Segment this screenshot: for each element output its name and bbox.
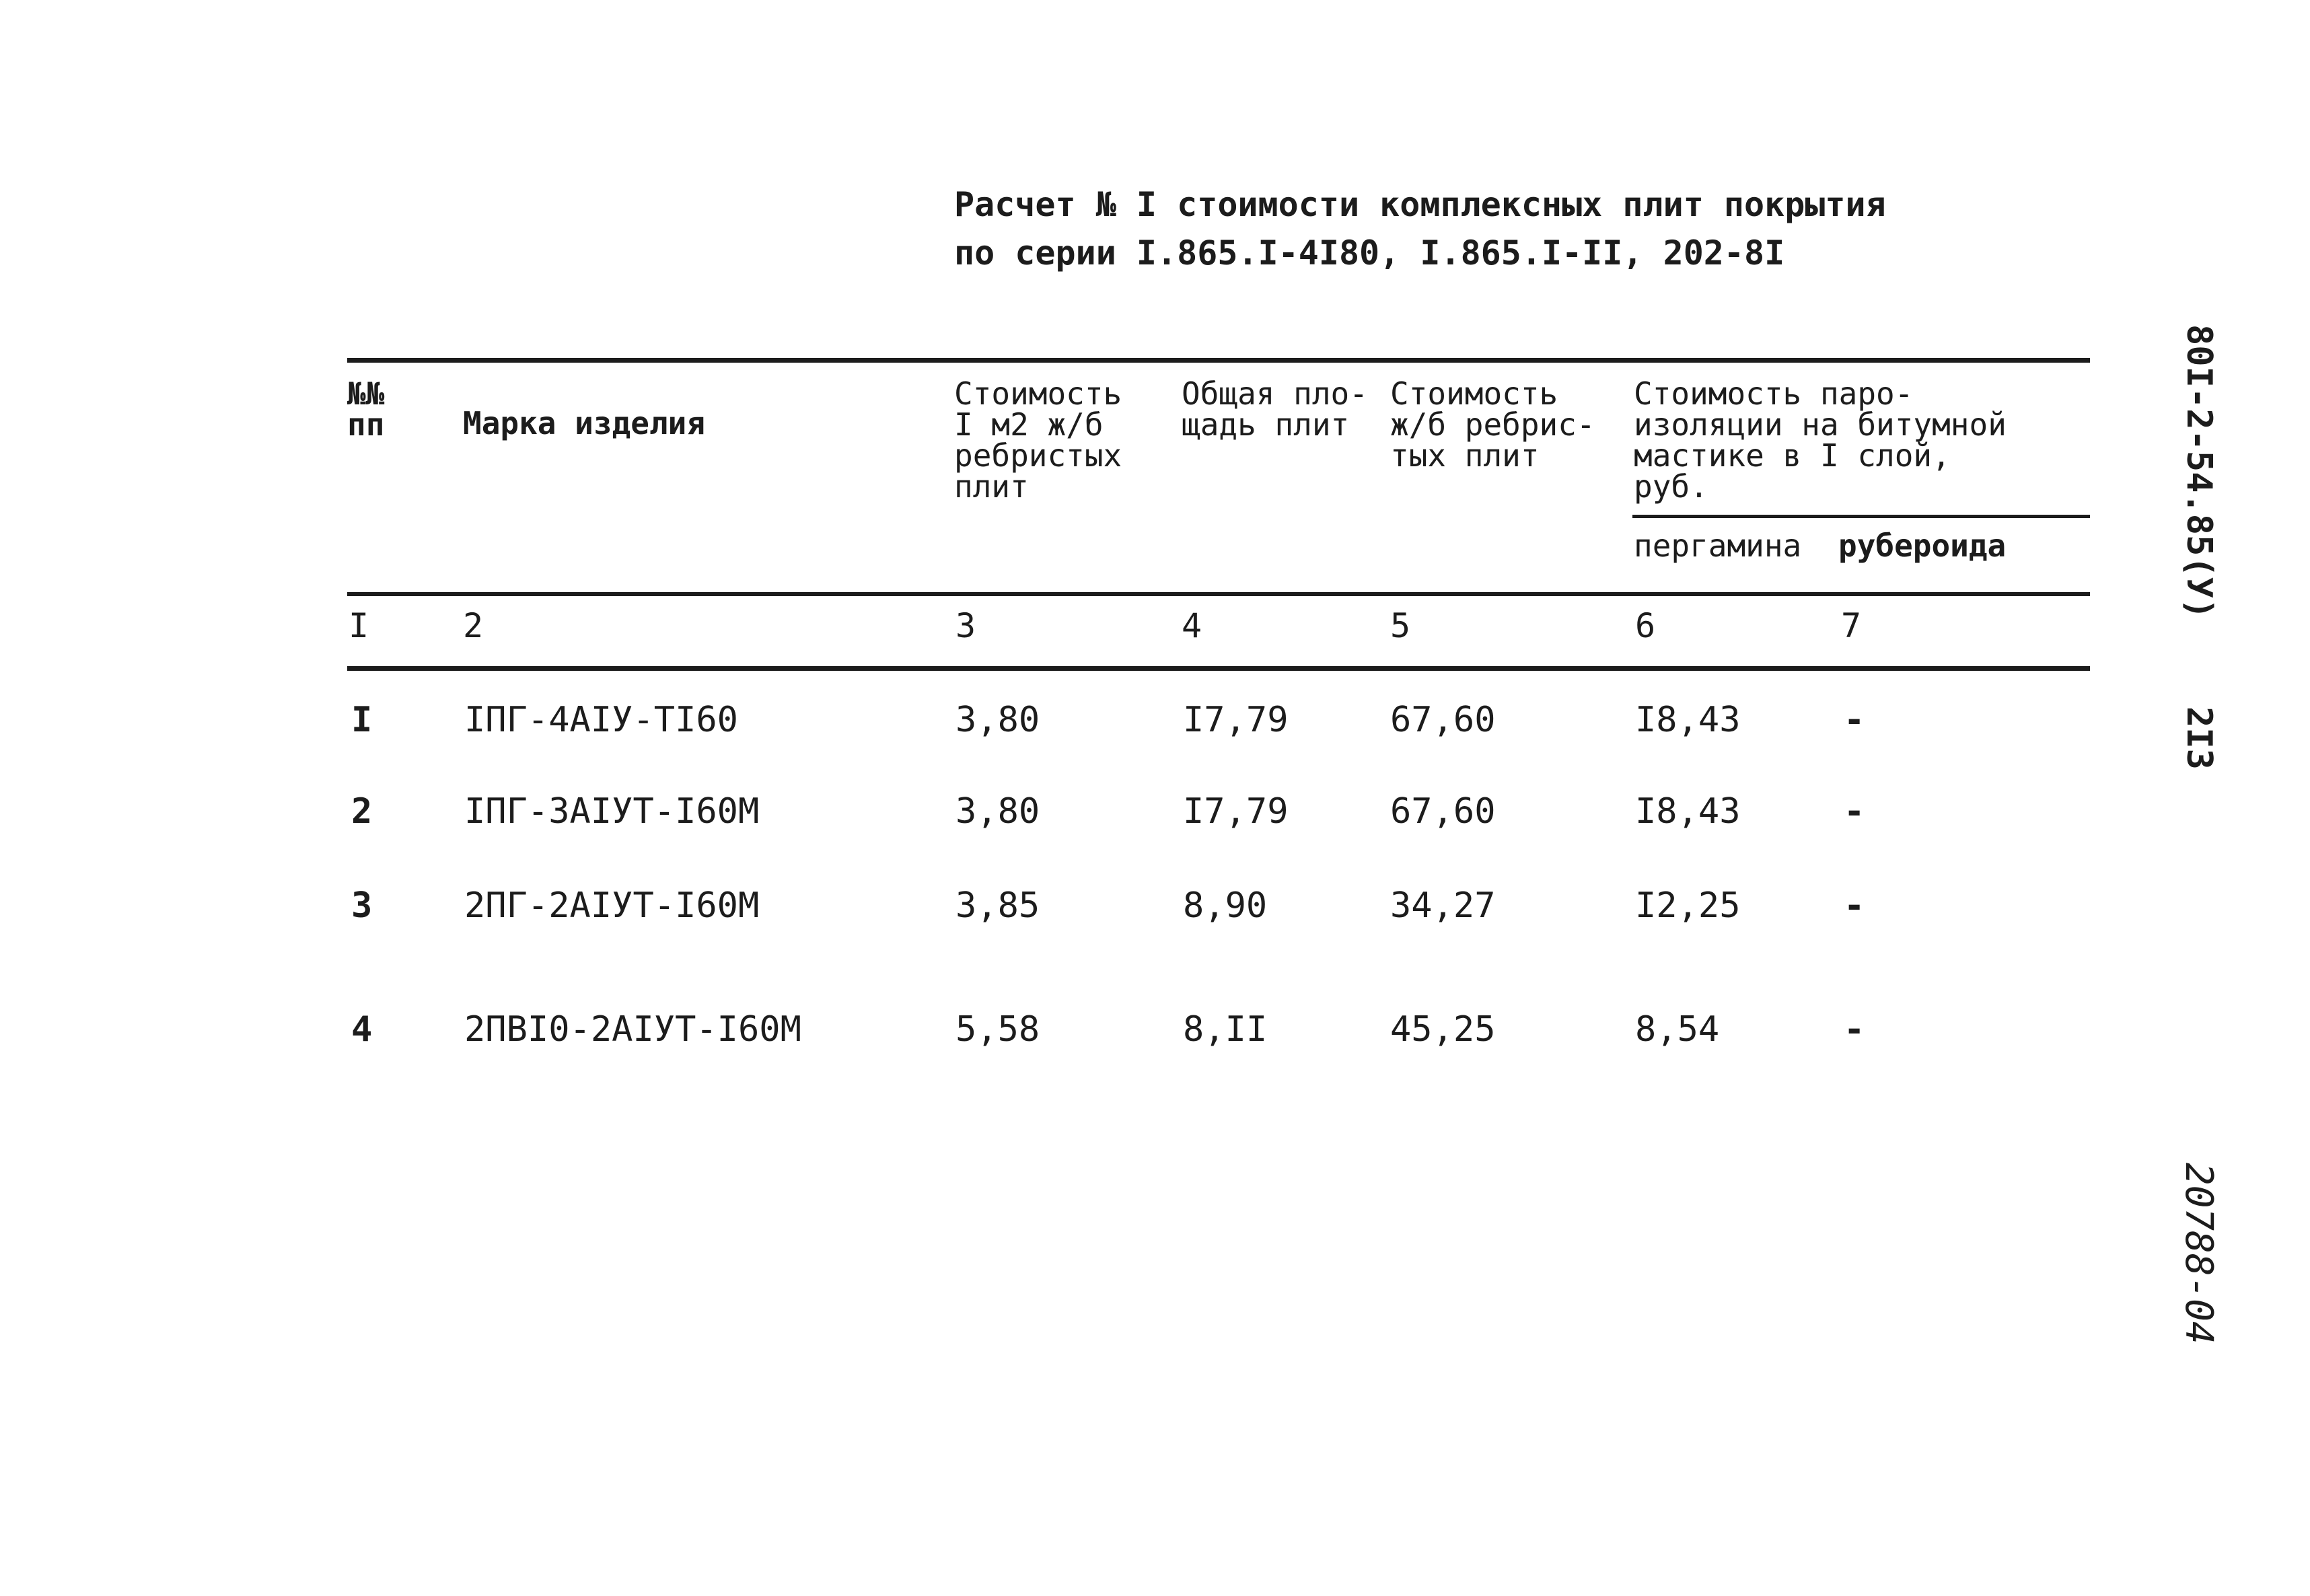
table-cell-pergamin: 8,54 bbox=[1635, 1009, 1720, 1050]
table-cell-pergamin: I8,43 bbox=[1635, 700, 1741, 740]
table-cell-cost-slabs: 45,25 bbox=[1390, 1009, 1496, 1050]
table-cell-mark: 2ПВI0-2АIУT-I60М bbox=[464, 1009, 801, 1050]
table-cell-mark: 2ПГ-2АIУT-I60М bbox=[464, 885, 760, 926]
column-number: 3 bbox=[955, 606, 976, 645]
table-cell-cost-m2: 3,80 bbox=[955, 791, 1040, 832]
table-cell-ruberoid: - bbox=[1844, 700, 1865, 740]
header-row-number: №№ пп bbox=[347, 375, 385, 443]
table-row-number: 3 bbox=[351, 885, 373, 926]
table-cell-cost-m2: 3,80 bbox=[955, 700, 1040, 740]
document-code: 80I-2-54.85(У) bbox=[2179, 324, 2219, 620]
column-number: 6 bbox=[1635, 606, 1656, 645]
table-cell-ruberoid: - bbox=[1844, 791, 1865, 832]
column-number: 7 bbox=[1841, 606, 1862, 645]
header-vapor-insulation-cost: Стоимость паро- изоляции на битумной мастике в I слой, руб. bbox=[1634, 375, 2007, 505]
table-cell-ruberoid: - bbox=[1844, 885, 1865, 926]
header-ruberoid: рубероида bbox=[1838, 528, 2007, 564]
column-number: 2 bbox=[463, 606, 484, 645]
table-row-number: 2 bbox=[351, 791, 373, 832]
table-cell-area: I7,79 bbox=[1183, 700, 1289, 740]
page-number: 2I3 bbox=[2179, 706, 2219, 770]
header-pergamin: пергамина bbox=[1634, 528, 1802, 564]
table-cell-cost-slabs: 34,27 bbox=[1390, 885, 1496, 926]
table-cell-pergamin: I8,43 bbox=[1635, 791, 1741, 832]
header-bottom-rule bbox=[347, 592, 2090, 596]
header-cost-per-m2: Стоимость I м2 ж/б ребристых плит bbox=[954, 375, 1122, 505]
table-cell-cost-m2: 3,85 bbox=[955, 885, 1040, 926]
table-cell-pergamin: I2,25 bbox=[1635, 885, 1741, 926]
vapor-subheader-rule bbox=[1632, 515, 2090, 518]
table-row-number: 4 bbox=[351, 1009, 373, 1050]
table-cell-cost-slabs: 67,60 bbox=[1390, 791, 1496, 832]
table-cell-area: 8,90 bbox=[1183, 885, 1268, 926]
table-top-rule bbox=[347, 358, 2090, 363]
document-title-line-1: Расчет № I стоимости комплексных плит покрытия bbox=[954, 185, 1886, 224]
table-cell-ruberoid: - bbox=[1844, 1009, 1865, 1050]
header-product-mark: Марка изделия bbox=[463, 405, 706, 441]
table-cell-area: 8,II bbox=[1183, 1009, 1268, 1050]
table-cell-mark: IПГ-4АIУ-TI60 bbox=[464, 700, 738, 740]
column-numbers-bottom-rule bbox=[347, 666, 2090, 671]
table-cell-area: I7,79 bbox=[1183, 791, 1289, 832]
table-cell-cost-m2: 5,58 bbox=[955, 1009, 1040, 1050]
table-row-number: I bbox=[351, 700, 373, 740]
document-title-line-2: по серии I.865.I-4I80, I.865.I-II, 202-8I bbox=[954, 233, 1785, 273]
table-cell-mark: IПГ-3АIУT-I60М bbox=[464, 791, 760, 832]
archive-number: 20788-04 bbox=[2177, 1163, 2221, 1344]
header-total-area: Общая пло- щадь плит bbox=[1182, 375, 1368, 443]
table-cell-cost-slabs: 67,60 bbox=[1390, 700, 1496, 740]
column-number: 4 bbox=[1182, 606, 1202, 645]
column-number: 5 bbox=[1390, 606, 1411, 645]
column-number: I bbox=[349, 606, 369, 645]
header-cost-of-slabs: Стоимость ж/б ребрис- тых плит bbox=[1390, 375, 1595, 474]
